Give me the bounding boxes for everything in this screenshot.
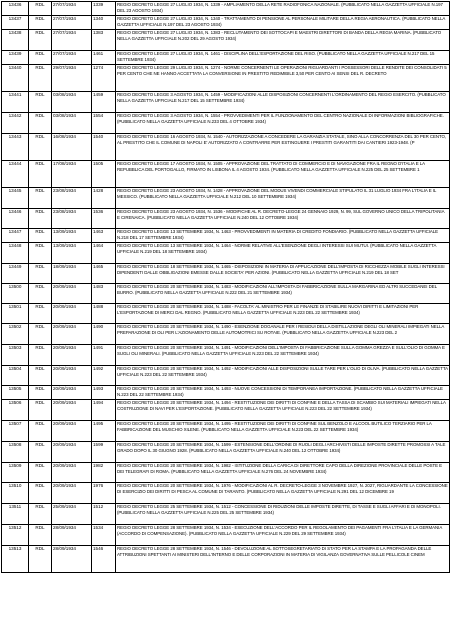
- decree-date-cell: 20/09/1934: [52, 442, 92, 463]
- act-type-cell: RDL: [29, 51, 52, 65]
- decree-number-cell: 13508: [2, 442, 29, 463]
- decree-page-cell: 1493: [92, 386, 116, 400]
- decree-description-cell: REGIO DECRETO LEGGE 27 LUGLIO 1934, N. 1340 - TRATTAMENTO DI PENSIONE AL PERSONALE MILITARE DELLA REGIA AERONAUTICA. (PUBBLICATO NELLA GAZZETTA UFFICIALE N.197 DEL 23 AGOSTO 1934): [116, 16, 450, 30]
- table-row: [2, 113, 450, 134]
- act-type-cell: RDL: [29, 16, 52, 30]
- decree-date-cell: 20/09/1934: [52, 483, 92, 504]
- decree-date-cell: 13/09/1934: [52, 243, 92, 264]
- decree-page-cell: 1492: [92, 366, 116, 386]
- table-row: [2, 366, 450, 386]
- decree-number-cell: 13443: [2, 134, 29, 161]
- table-row: [2, 546, 450, 573]
- decree-description-cell: REGIO DECRETO LEGGE 20 SETTEMBRE 1934, N. 1976 - MODIFICAZIONI AL R. DECRETO-LEGGE 3 NOVEMBRE 1927, N. 2027, RIGUARDANTE LA CONCESSIONE DI ESERCIZIO DEI DIRITTI DI PESCA AL COMUNE DI TARANTO. (PUBBLICATO NELLA GAZZETTA UFFICIALE N.291 DEL 12 DICEMBRE 19: [116, 483, 450, 504]
- decree-number-cell: 13500: [2, 284, 29, 304]
- decree-description-cell: REGIO DECRETO LEGGE 27 LUGLIO 1934, N. 1383 - RECLUTAMENTO DEI SOTTOCAPI E MAESTRI DIRETTORI DI BANDA DELLA REGIA MARINA. (PUBBLICATO NELLA GAZZETTA UFFICIALE N.202 DEL 29 AGOSTO 1934): [116, 30, 450, 51]
- decree-number-cell: 13506: [2, 400, 29, 421]
- decree-table-body: [2, 2, 450, 573]
- decree-number-cell: 13502: [2, 324, 29, 345]
- table-row: [2, 2, 450, 16]
- decree-page-cell: 1546: [92, 546, 116, 573]
- decree-number-cell: 13511: [2, 504, 29, 525]
- decree-description-cell: REGIO DECRETO LEGGE 29 LUGLIO 1934, N. 1274 - NORME CONCERNENTI LE OPERAZIONI RIGUARDANTI I POSSESSORI DELLE RENDITE DEI CONSOLIDATI 5 PER CENTO CHE NE HANNO ACCETTATA LA CONVERSIONE IN PRESTITO REDIMIBILE 3,50 PER CENTO AI SENSI DEL R. DECRETO: [116, 65, 450, 92]
- decree-date-cell: 27/07/1934: [52, 2, 92, 16]
- act-type-cell: RDL: [29, 188, 52, 209]
- decree-number-cell: 13512: [2, 525, 29, 546]
- act-type-cell: RDL: [29, 366, 52, 386]
- decree-description-cell: REGIO DECRETO LEGGE 28 SETTEMBRE 1934, N. 1546 - DEVOLUZIONE AL SOTTOSEGRETARIATO DI STATO PER LA STAMPA E LA PROPAGANDA DELLE ATTRIBUZIONI SPETTANTI AI MINISTERI DELL'INTERNO E DELLE CORPORAZIONI IN MATERIA DI VIGILANZA GOVERNATIVA SULLE PELLICOLE CINEM: [116, 546, 450, 573]
- decree-date-cell: 16/08/1934: [52, 134, 92, 161]
- decree-number-cell: 13509: [2, 463, 29, 483]
- act-type-cell: RDL: [29, 113, 52, 134]
- table-row: [2, 504, 450, 525]
- decree-description-cell: REGIO DECRETO LEGGE 20 SETTEMBRE 1934, N. 1488 - FACOLTA' AL MINISTRO PER LE FINANZE DI STABILIRE NUOVI DIRITTI E LIMITAZIONI PER L'ESPORTAZIONE DI MERCI DAL REGNO. (PUBBLICATO NELLA GAZZETTA UFFICIALE N.223 DEL 22 SETTEMBRE 1934): [116, 304, 450, 324]
- table-row: [2, 400, 450, 421]
- decree-page-cell: 1554: [92, 113, 116, 134]
- decree-description-cell: REGIO DECRETO LEGGE 25 SETTEMBRE 1934, N. 1512 - CONCESSIONE DI RIDUZIONI DELLE IMPOSTE DIRETTE, DI TASSE E SUGLI AFFARI E DI MONOPOLI. (PUBBLICATO NELLA GAZZETTA UFFICIALE N.225 DEL 25 SETTEMBRE 1934): [116, 504, 450, 525]
- table-row: [2, 161, 450, 188]
- decree-description-cell: REGIO DECRETO LEGGE 18 SETTEMBRE 1934, N. 1465 - DISPOSIZIONI IN MATERIA DI APPLICAZIONE DELL'IMPOSTA DI RICCHEZZA MOBILE SUGLI INTERESSI DIPENDENTI DALLE OBBLIGAZIONI EMESSE DALLE SOCIETA' PER AZIONI. (PUBBLICATO NELLA GAZZETTA UFFICIALE N.219 DEL 18 SET: [116, 264, 450, 284]
- act-type-cell: RDL: [29, 92, 52, 113]
- decree-date-cell: 27/07/1934: [52, 51, 92, 65]
- table-row: [2, 525, 450, 546]
- decree-number-cell: 13441: [2, 92, 29, 113]
- decree-date-cell: 13/09/1934: [52, 229, 92, 243]
- decree-description-cell: REGIO DECRETO LEGGE 20 SETTEMBRE 1934, N. 1490 - ESENZIONE DOGANALE PER I RESIDUI DELLA DISTILLAZIONE DEGLI OLI MINERALI IMPIEGATI NELLA PREPARAZIONE DI OLI PER L'AZIONAMENTO DELLE AUTOMOTRICI SU ROTAIE. (PUBBLICATO NELLA GAZZETTA UFFICIALE N.223 DEL 2: [116, 324, 450, 345]
- decree-date-cell: 20/09/1934: [52, 324, 92, 345]
- decree-page-cell: 1536: [92, 209, 116, 229]
- decree-description-cell: REGIO DECRETO LEGGE 20 SETTEMBRE 1934, N. 1599 - ESTENSIONE DELL'ORDINE DI RUOLI DEGLI ARCHIVISTI DELLE IMPOSTE DIRETTE PROMOSSI A TALE GRADO DOPO IL 30 GIUGNO 1928. (PUBBLICATO NELLA GAZZETTA UFFICIALE N.240 DEL 12 OTTOBRE 1934): [116, 442, 450, 463]
- decree-page-cell: 1428: [92, 188, 116, 209]
- decree-page-cell: 1490: [92, 324, 116, 345]
- decree-page-cell: 1495: [92, 421, 116, 442]
- decree-date-cell: 17/08/1934: [52, 161, 92, 188]
- decree-page-cell: 1599: [92, 442, 116, 463]
- decree-page-cell: 1383: [92, 30, 116, 51]
- table-row: [2, 92, 450, 113]
- decree-date-cell: 27/07/1934: [52, 16, 92, 30]
- decree-page-cell: 1340: [92, 16, 116, 30]
- act-type-cell: RDL: [29, 229, 52, 243]
- decree-date-cell: 28/09/1934: [52, 546, 92, 573]
- decree-date-cell: 20/09/1934: [52, 345, 92, 366]
- act-type-cell: RDL: [29, 421, 52, 442]
- decree-date-cell: 23/08/1934: [52, 209, 92, 229]
- act-type-cell: RDL: [29, 324, 52, 345]
- act-type-cell: RDL: [29, 463, 52, 483]
- table-row: [2, 65, 450, 92]
- act-type-cell: RDL: [29, 546, 52, 573]
- decree-description-cell: REGIO DECRETO LEGGE 27 LUGLIO 1934, N. 1461 - DISCIPLINA DELL'ESPORTAZIONE DEL RISO. (PUBBLICATO NELLA GAZZETTA UFFICIALE N.217 DEL 15 SETTEMBRE 1934): [116, 51, 450, 65]
- decree-page-cell: 1339: [92, 2, 116, 16]
- decree-number-cell: 13510: [2, 483, 29, 504]
- act-type-cell: RDL: [29, 304, 52, 324]
- decree-number-cell: 13448: [2, 243, 29, 264]
- act-type-cell: RDL: [29, 284, 52, 304]
- decree-number-cell: 13440: [2, 65, 29, 92]
- act-type-cell: RDL: [29, 134, 52, 161]
- decree-page-cell: 1483: [92, 284, 116, 304]
- table-row: [2, 442, 450, 463]
- decree-description-cell: REGIO DECRETO LEGGE 16 AGOSTO 1934, N. 1540 - AUTORIZZAZIONE A CONCEDERE LA GARANZIA STATALE, SINO ALLA CONCORRENZA DEL 30 PER CENTO, AL PRESTITO CHE IL COMUNE DI NAPOLI E' AUTORIZZATO A CONTRARRE PER ESTINGUERE I PRESTITI GARANTITI DAI CANTIERI 1923-1948. (P: [116, 134, 450, 161]
- decree-date-cell: 03/08/1934: [52, 92, 92, 113]
- decree-description-cell: REGIO DECRETO LEGGE 20 SETTEMBRE 1934, N. 1491 - MODIFICAZIONI DELL'IMPOSTA DI FABBRICAZIONE SULLA GOMMA GREZZA E SULL'OLIO DI GOMMA E SUGLI OLI MINERALI. (PUBBLICATO NELLA GAZZETTA UFFICIALE N.223 DEL 22 SETTEMBRE 1934): [116, 345, 450, 366]
- decree-description-cell: REGIO DECRETO LEGGE 27 LUGLIO 1934, N. 1339 - AMPLIAMENTO DELLA RETE RADIOFONICA NAZIONALE. (PUBBLICATO NELLA GAZZETTA UFFICIALE N.197 DEL 23 AGOSTO 1934): [116, 2, 450, 16]
- decree-description-cell: REGIO DECRETO LEGGE 20 SETTEMBRE 1934, N. 1494 - RESTITUZIONE DEI DIRITTI DI CONFINE E DELLA TASSA DI SCAMBIO SUI MATERIALI IMPIEGATI NELLA COSTRUZIONE DI NAVI PER L'ESPORTAZIONE. (PUBBLICATO NELLA GAZZETTA UFFICIALE N.223 DEL 22 SETTEMBRE 1934): [116, 400, 450, 421]
- decree-description-cell: REGIO DECRETO LEGGE 28 SETTEMBRE 1934, N. 1534 - ESECUZIONE DELL'ACCORDO PER IL REGOLAMENTO DEI PAGAMENTI FRA L'ITALIA E LA GERMANIA (ACCORDO DI COMPENSAZIONE). (PUBBLICATO NELLA GAZZETTA UFFICIALE N.229 DEL 29 SETTEMBRE 1934): [116, 525, 450, 546]
- decree-date-cell: 18/09/1934: [52, 264, 92, 284]
- act-type-cell: RDL: [29, 525, 52, 546]
- table-row: [2, 229, 450, 243]
- decree-page-cell: 1465: [92, 264, 116, 284]
- decree-date-cell: 23/08/1934: [52, 188, 92, 209]
- decree-date-cell: 25/09/1934: [52, 504, 92, 525]
- decree-date-cell: 20/09/1934: [52, 304, 92, 324]
- act-type-cell: RDL: [29, 504, 52, 525]
- table-row: [2, 304, 450, 324]
- decree-date-cell: 20/09/1934: [52, 366, 92, 386]
- decree-description-cell: REGIO DECRETO LEGGE 23 AGOSTO 1934, N. 1536 - MODIFICHE AL R. DECRETO-LEGGE 24 GENNAIO 1929, N. 99, SUL GOVERNO UNICO DELLA TRIPOLITANIA E CIRENAICA. (PUBBLICATO NELLA GAZZETTA UFFICIALE N.240 DEL 12 OTTOBRE 1934): [116, 209, 450, 229]
- act-type-cell: RDL: [29, 442, 52, 463]
- decree-page-cell: 1976: [92, 483, 116, 504]
- decree-description-cell: REGIO DECRETO LEGGE 20 SETTEMBRE 1934, N. 1492 - MODIFICAZIONI ALLE DISPOSIZIONI SULLE TARE PER L'OLIO DI OLIVA. (PUBBLICATO NELLA GAZZETTA UFFICIALE N.223 DEL 22 SETTEMBRE 1934): [116, 366, 450, 386]
- decree-description-cell: REGIO DECRETO LEGGE 17 AGOSTO 1934, N. 1505 - APPROVAZIONE DEL TRATTATO DI COMMERCIO E DI NAVIGAZIONE FRA IL REGNO D'ITALIA E LA REPUBBLICA DEL PORTOGALLO, FIRMATO IN LISBONA IL 4 AGOSTO 1934. (PUBBLICATO NELLA GAZZETTA UFFICIALE N.225 DEL 25 SETTEMBRE 1: [116, 161, 450, 188]
- decree-date-cell: 20/09/1934: [52, 421, 92, 442]
- decree-page-cell: 1982: [92, 463, 116, 483]
- act-type-cell: RDL: [29, 65, 52, 92]
- act-type-cell: RDL: [29, 264, 52, 284]
- decree-number-cell: 13444: [2, 161, 29, 188]
- decree-date-cell: 28/09/1934: [52, 525, 92, 546]
- decree-description-cell: REGIO DECRETO LEGGE 20 SETTEMBRE 1934, N. 1483 - MODIFICAZIONI ALL'IMPOSTA DI FABBRICAZIONE SULLA MARGARINA ED ALTRI SUCCEDANEI DEL BURRO. (PUBBLICATO NELLA GAZZETTA UFFICIALE N.222 DEL 21 SETTEMBRE 1934): [116, 284, 450, 304]
- decree-page-cell: 1512: [92, 504, 116, 525]
- decree-number-cell: 13513: [2, 546, 29, 573]
- decree-number-cell: 13439: [2, 51, 29, 65]
- decree-page-cell: 1464: [92, 243, 116, 264]
- decree-date-cell: 27/07/1934: [52, 30, 92, 51]
- decree-number-cell: 13446: [2, 209, 29, 229]
- decree-page-cell: 1534: [92, 525, 116, 546]
- table-row: [2, 345, 450, 366]
- decree-date-cell: 03/08/1934: [52, 113, 92, 134]
- decree-number-cell: 13436: [2, 2, 29, 16]
- decree-number-cell: 13449: [2, 264, 29, 284]
- table-row: [2, 463, 450, 483]
- act-type-cell: RDL: [29, 2, 52, 16]
- decree-description-cell: REGIO DECRETO LEGGE 20 SETTEMBRE 1934, N. 1493 - NUOVE CONCESSIONI DI TEMPORANEA IMPORTAZIONE. (PUBBLICATO NELLA GAZZETTA UFFICIALE N.223 DEL 22 SETTEMBRE 1934): [116, 386, 450, 400]
- act-type-cell: RDL: [29, 30, 52, 51]
- table-row: [2, 16, 450, 30]
- table-row: [2, 209, 450, 229]
- table-row: [2, 264, 450, 284]
- decree-table: [1, 1, 450, 573]
- table-row: [2, 421, 450, 442]
- decree-description-cell: REGIO DECRETO LEGGE 3 AGOSTO 1934, N. 1459 - MODIFICAZIONI ALLE DISPOSIZIONI CONCERNENTI L'ORDINAMENTO DEL REGIO ESERCITO. (PUBBLICATO NELLA GAZZETTA UFFICIALE N.217 DEL 15 SETTEMBRE 1934): [116, 92, 450, 113]
- decree-number-cell: 13503: [2, 345, 29, 366]
- decree-number-cell: 13504: [2, 366, 29, 386]
- decree-description-cell: REGIO DECRETO LEGGE 13 SETTEMBRE 1934, N. 1463 - PROVVEDIMENTI IN MATERIA DI CREDITO FONDIARIO. (PUBBLICATO NELLA GAZZETTA UFFICIALE N.218 DEL 17 SETTEMBRE 1934): [116, 229, 450, 243]
- decree-number-cell: 13438: [2, 30, 29, 51]
- decree-number-cell: 13501: [2, 304, 29, 324]
- decree-page-cell: 1461: [92, 51, 116, 65]
- table-row: [2, 188, 450, 209]
- table-row: [2, 30, 450, 51]
- decree-number-cell: 13442: [2, 113, 29, 134]
- decree-date-cell: 20/09/1934: [52, 386, 92, 400]
- decree-number-cell: 13505: [2, 386, 29, 400]
- act-type-cell: RDL: [29, 243, 52, 264]
- table-row: [2, 483, 450, 504]
- table-row: [2, 243, 450, 264]
- decree-number-cell: 13437: [2, 16, 29, 30]
- act-type-cell: RDL: [29, 386, 52, 400]
- decree-description-cell: REGIO DECRETO LEGGE 23 AGOSTO 1934, N. 1428 - APPROVAZIONE DEL MODUS VIVENDI COMMERCIALE STIPULATO IL 31 LUGLIO 1934 FRA L'ITALIA E IL MESSICO. (PUBBLICATO NELLA GAZZETTA UFFICIALE N.212 DEL 10 SETTEMBRE 1934): [116, 188, 450, 209]
- table-row: [2, 284, 450, 304]
- decree-number-cell: 13507: [2, 421, 29, 442]
- decree-page-cell: 1491: [92, 345, 116, 366]
- decree-page-cell: 1540: [92, 134, 116, 161]
- decree-page-cell: 1459: [92, 92, 116, 113]
- table-row: [2, 134, 450, 161]
- decree-description-cell: REGIO DECRETO LEGGE 3 AGOSTO 1934, N. 1554 - PROVVEDIMENTI PER IL FUNZIONAMENTO DEL CENTRO NAZIONALE DI INFORMAZIONI BIBLIOGRAFICHE. (PUBBLICATO NELLA GAZZETTA UFFICIALE N.233 DEL 4 OTTOBRE 1934): [116, 113, 450, 134]
- table-row: [2, 386, 450, 400]
- act-type-cell: RDL: [29, 161, 52, 188]
- decree-description-cell: REGIO DECRETO LEGGE 13 SETTEMBRE 1934, N. 1464 - NORME RELATIVE ALL'ESENZIONE DEGLI INTERESSI SUI MUTUI. (PUBBLICATO NELLA GAZZETTA UFFICIALE N.219 DEL 18 SETTEMBRE 1934): [116, 243, 450, 264]
- table-row: [2, 324, 450, 345]
- decree-page-cell: 1505: [92, 161, 116, 188]
- decree-description-cell: REGIO DECRETO LEGGE 20 SETTEMBRE 1934, N. 1982 - ISTITUZIONE DELLA CARICA DI DIRETTORE CAPO DELLA DIREZIONE PROVINCIALE DELLE POSTE E DEI TELEGRAFI DI ROMA. (PUBBLICATO NELLA GAZZETTA UFFICIALE N.276 DEL 24 NOVEMBRE 1934): [116, 463, 450, 483]
- act-type-cell: RDL: [29, 209, 52, 229]
- decree-description-cell: REGIO DECRETO LEGGE 20 SETTEMBRE 1934, N. 1495 - RESTITUZIONE DEI DIRITTI DI CONFINE SUL BENZOLO E ALCOOL BUTILICO TERZIARIO PER LA FABBRICAZIONE DEL MUSCHIO XILENE. (PUBBLICATO NELLA GAZZETTA UFFICIALE N.223 DEL 22 SETTEMBRE 1934): [116, 421, 450, 442]
- decree-date-cell: 20/09/1934: [52, 400, 92, 421]
- decree-page-cell: 1463: [92, 229, 116, 243]
- table-row: [2, 51, 450, 65]
- act-type-cell: RDL: [29, 400, 52, 421]
- decree-page-cell: 1488: [92, 304, 116, 324]
- act-type-cell: RDL: [29, 345, 52, 366]
- decree-date-cell: 29/07/1934: [52, 65, 92, 92]
- act-type-cell: RDL: [29, 483, 52, 504]
- decree-page-cell: 1274: [92, 65, 116, 92]
- decree-page-cell: 1494: [92, 400, 116, 421]
- decree-date-cell: 20/09/1934: [52, 463, 92, 483]
- decree-number-cell: 13447: [2, 229, 29, 243]
- decree-number-cell: 13445: [2, 188, 29, 209]
- decree-date-cell: 20/09/1934: [52, 284, 92, 304]
